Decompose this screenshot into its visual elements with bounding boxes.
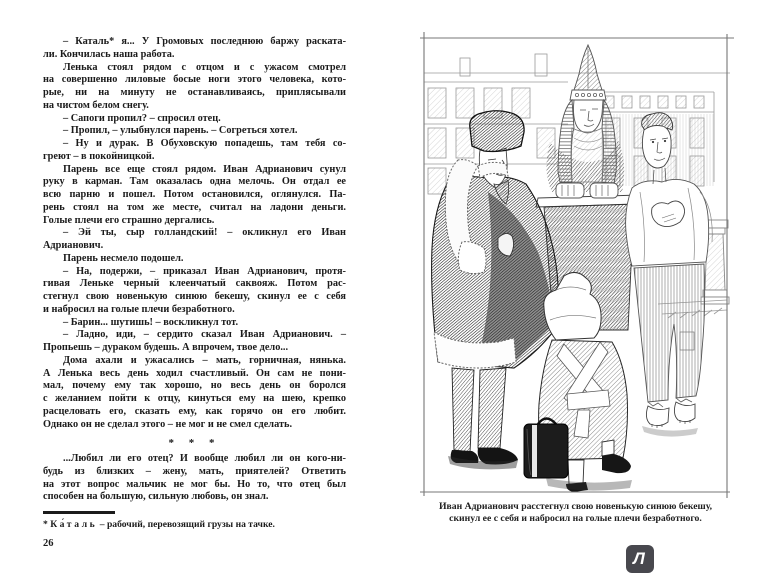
text-line: рень стоял на том же месте, считал на ладони деньги.	[43, 201, 346, 213]
text-line: всю парню и пошел. Потом остановился, оглянулся. Па-	[43, 189, 346, 200]
sock	[568, 460, 584, 484]
page-number: 26	[43, 538, 54, 550]
text-line: с желанием пойти к отцу, кинуться ему на шею, крепко	[43, 393, 346, 404]
right-page	[418, 32, 734, 498]
text-line: расцеловать его, сказать ему, как горячо он его любит.	[43, 405, 346, 417]
text-line: способен на большую, сильную любовь, он знал.	[43, 491, 269, 503]
text-line: – Эй ты, сыр голландский! – окликнул его Иван	[63, 227, 346, 239]
text-line: Парень все еще стоял рядом. Иван Адрианович сунул	[63, 163, 346, 175]
bare-foot	[646, 406, 669, 426]
text-line: руку в карман. Там оказалась одна мелочь. Он отдал ее	[43, 176, 346, 188]
text-line: Однако он не сделал этого – не мог и не смел сделать.	[43, 418, 293, 430]
footnote-term: Ка́таль	[50, 518, 98, 530]
caption-line: Иван Адрианович расстегнул свою новенькую синюю бекешу,	[438, 501, 713, 512]
text-line: – На, подержи, – приказал Иван Адрианович, протя-	[63, 265, 346, 277]
face	[642, 126, 671, 169]
text-line: ли. Кончилась наша работа.	[43, 48, 175, 60]
text-line: греют – в покойницкой.	[43, 150, 155, 162]
text-line: гивая Леньке черный клеенчатый саквояж. Потом рас-	[43, 278, 346, 290]
text-line: Адрианович.	[43, 240, 104, 251]
text-line: мал, почему ему так хорошо, но весь день он боролся	[43, 380, 346, 392]
clasped-hands	[652, 201, 685, 227]
illustration-caption	[424, 501, 727, 526]
text-line: Пропьешь – дураком будешь. А впрочем, твое дело...	[43, 342, 289, 353]
text-line: будь из близких – жену, мать, приятелей? Ответить	[43, 465, 346, 477]
text-line: на этот вопрос мальчик не мог бы. Но то, что отец был	[43, 478, 346, 490]
footnote-rule	[43, 511, 115, 514]
leg	[452, 368, 474, 452]
text-line: Ленька стоял рядом с отцом и с ужасом смотрел	[63, 61, 346, 73]
text-line: – Ну и дурак. В Обуховскую попадешь, там тебя со-	[63, 138, 346, 149]
sphinx-nemes-right	[602, 100, 616, 184]
text-line: и набросил на голые плечи безработного.	[43, 303, 235, 315]
fur-cuff	[458, 242, 486, 274]
text-line: стегнул свою новенькую синюю бекешу, скинул ее с себя	[43, 291, 346, 302]
sock	[602, 440, 614, 456]
text-line: Голые плечи его страшно дергались.	[43, 214, 215, 226]
watermark-letter: Л	[633, 549, 645, 568]
text-line: – Сапоги пропил? – спросил отец.	[63, 112, 221, 124]
text-line: – Ладно, иди, – сердито сказал Иван Адрианович. –	[63, 329, 346, 341]
text-line: – Пропил, – улыбнулся парень. – Согреться хотел.	[63, 125, 298, 137]
illustration	[418, 32, 734, 498]
watermark-logo	[626, 545, 654, 573]
caption-line: скинул ее с себя и набросил на голые плечи безработного.	[449, 513, 702, 525]
text-column	[43, 36, 346, 504]
left-page	[43, 36, 346, 551]
leg	[478, 368, 506, 448]
asterisk-separator: * * *	[168, 437, 221, 450]
text-line: ...Любил ли его отец? И вообще любил ли он кого-ни-	[63, 453, 346, 464]
footnote	[43, 519, 346, 532]
footnote-marker: *	[43, 518, 51, 530]
belt	[567, 390, 610, 410]
text-line: Дома ахали и ужасались – мать, горничная, нянька.	[63, 354, 346, 366]
text-line: Парень несмело подошел.	[63, 252, 184, 264]
text-line: на совершенно лиловые босые ноги этого человека, кото-	[43, 74, 346, 86]
footnote-definition: – рабочий, перевозящий грузы на тачке.	[97, 518, 275, 530]
text-line: – Барин... шутишь! – воскликнул тот.	[63, 316, 239, 328]
text-line: на чистом белом снегу.	[43, 99, 149, 111]
text-line: рые, ни на минуту не останавливаясь, приплясывали	[43, 87, 346, 98]
shoe	[602, 454, 631, 473]
text-line: А Ленька весь день ходил счастливый. Он сам не пони-	[43, 367, 346, 379]
fur-hat	[470, 111, 524, 152]
bare-foot	[674, 402, 695, 422]
suitcase	[524, 419, 568, 479]
text-line: – Каталь* я... У Громовых последнюю баржу раската-	[63, 36, 346, 47]
